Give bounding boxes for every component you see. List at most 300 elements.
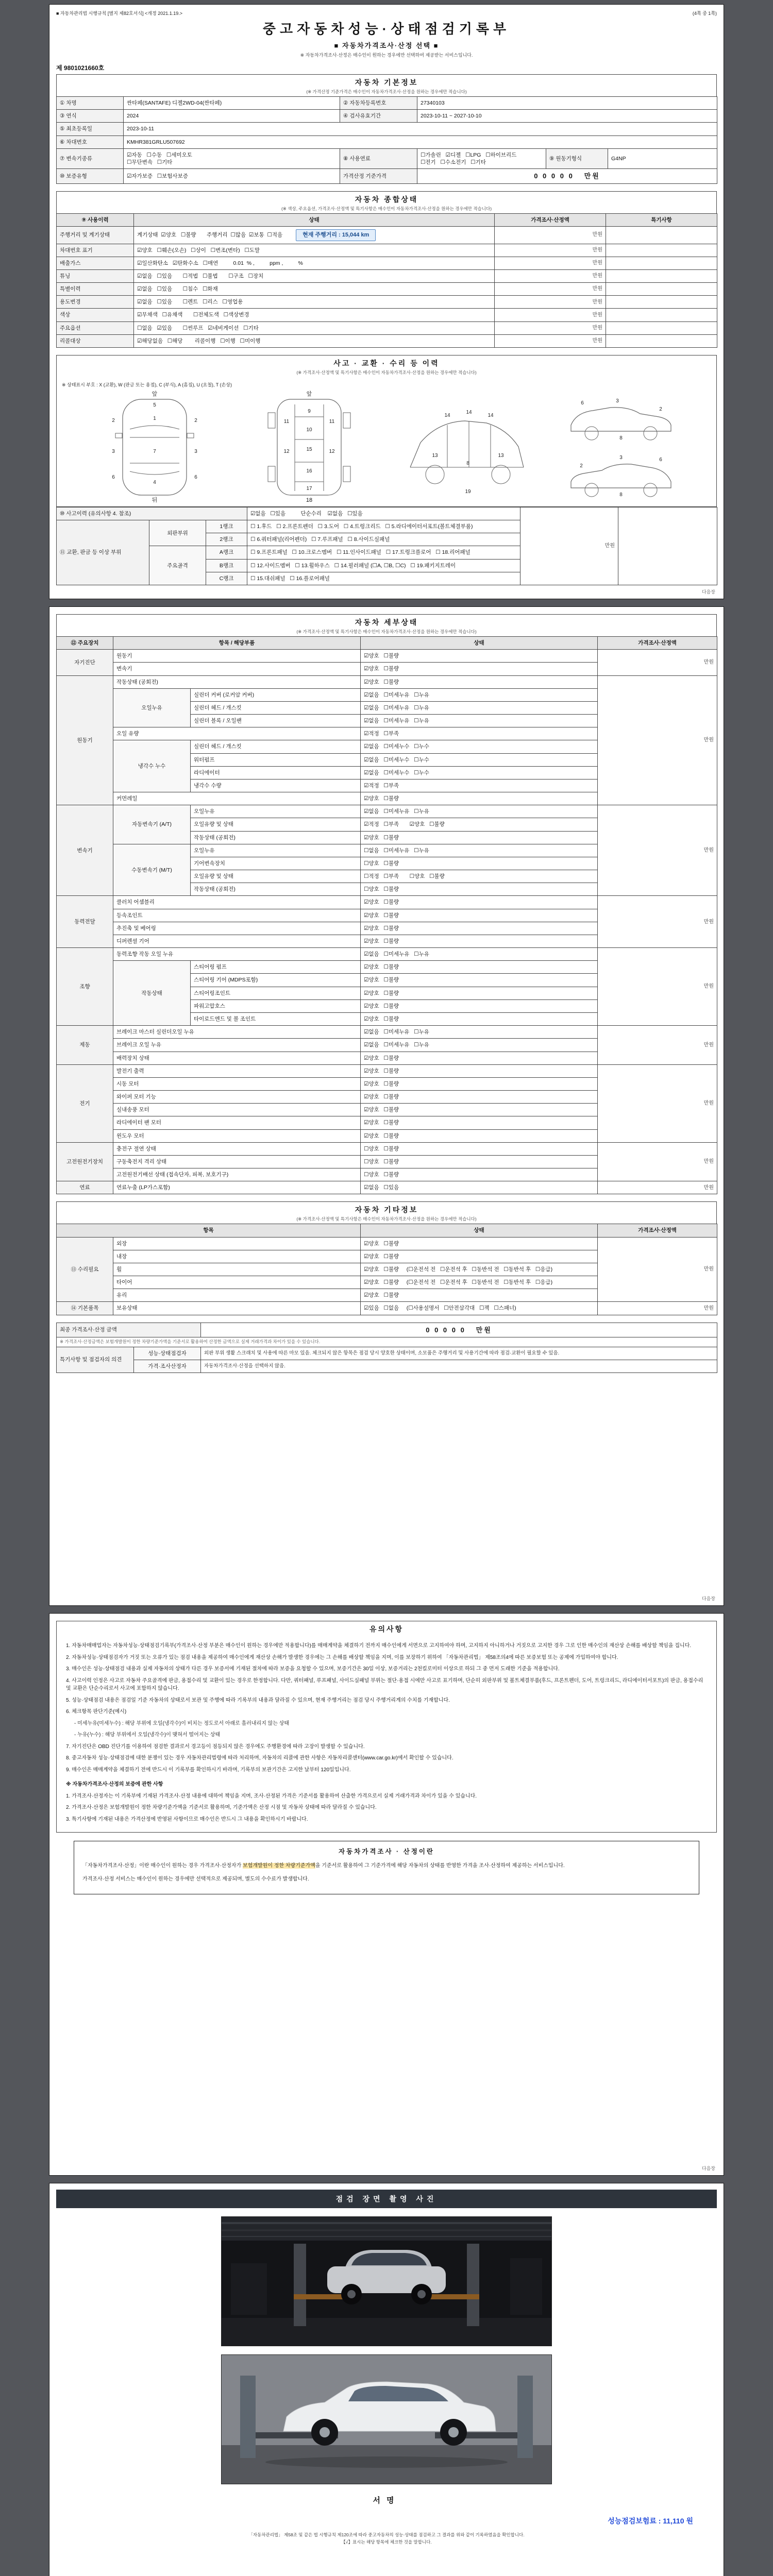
remarks-cell [606, 334, 717, 347]
group-label: 연료 [57, 1181, 113, 1194]
note-text: ※ 가격조사·산정금액은 보험개발원이 정한 차량기준가액을 기준서로 활용하여 산정한 금액으로 실제 거래가격과 차이가 있을 수 있습니다. [57, 1337, 717, 1347]
column-header: 가격조사·산정액 [495, 213, 606, 226]
checkbox-group[interactable]: ☑양호 ☐불량 [361, 999, 598, 1012]
svg-text:6: 6 [194, 474, 197, 480]
group-label: 전기 [57, 1064, 113, 1142]
pricing-definition-box [74, 1841, 699, 1894]
section-accident-header [56, 355, 717, 377]
section-title: 자동차 기타정보 [355, 1206, 418, 1214]
svg-text:2: 2 [112, 417, 115, 423]
item-label: 오일유량 및 상태 [191, 818, 361, 831]
svg-text:2: 2 [659, 406, 662, 412]
row-sublabel: A랭크 [206, 546, 247, 559]
item-label: 오일누유 [191, 844, 361, 857]
group-label: ⑭ 기본품목 [57, 1302, 113, 1315]
svg-text:9: 9 [308, 408, 311, 414]
checkbox-group[interactable]: ☑양호 ☐훼손(오손) ☐상이 ☐변조(변타) ☐도말 [134, 244, 495, 257]
item-label: 오일 유량 [113, 727, 361, 740]
section-title: 유의사항 [369, 1625, 404, 1633]
checkbox-group[interactable]: ☑있음 ☐없음 (☐사용설명서 ☐안전삼각대 ☐잭 ☐스패너) [361, 1302, 598, 1315]
item-label: 실린더 헤드 / 개스킷 [191, 740, 361, 753]
price-cell: 만원 [495, 321, 606, 334]
row-label: 주요옵션 [57, 321, 134, 334]
item-label: 고전원전기배선 상태 (접속단자, 피복, 보호기구) [113, 1168, 361, 1181]
form-reference: ■ 자동차관리법 시행규칙 [별지 제82호서식] <개정 2021.1.19.> [56, 11, 182, 16]
item-label: 유리 [113, 1289, 361, 1302]
item-label: 라디에이터 [191, 766, 361, 779]
price-cell: 만원 [598, 1237, 717, 1302]
price-cell: 만원 [598, 805, 717, 896]
row-label: ④ 검사유효기간 [340, 110, 417, 123]
row-label: ③ 연식 [57, 110, 124, 123]
row-sublabel: 외판부위 [149, 520, 206, 546]
svg-text:11: 11 [329, 418, 335, 425]
checkbox-group[interactable]: ☑양호 ☐불량 [361, 922, 598, 935]
item-label: 커먼레일 [113, 792, 361, 805]
column-header: 상태 [361, 1224, 598, 1237]
cell: 2024 [124, 110, 340, 123]
row-sublabel: 성능·상태점검자 [134, 1347, 201, 1360]
price-cell: 만원 [495, 226, 606, 244]
final-price-value: 0 0 0 0 0 만원 [201, 1323, 717, 1337]
cell: 2023-10-11 [124, 123, 717, 135]
checkbox-group[interactable]: ☑적정 ☐부족 ☑양호 ☐불량 [361, 818, 598, 831]
svg-text:13: 13 [432, 452, 438, 459]
pricing-box-text: 을 기준서로 활용하여 그 기준가격에 해당 자동차의 상태를 반영한 가격을 조사·산정하여 제공하는 서비스입니다. [315, 1863, 565, 1869]
row-sublabel: 2랭크 [206, 533, 247, 546]
svg-text:14: 14 [444, 412, 450, 418]
page-2 [49, 606, 724, 1606]
checkbox-group[interactable]: ☑양호 ☐불량 [361, 1052, 598, 1064]
notice-item: 1. 자동차매매업자는 자동차성능·상태점검기록부(가격조사·산정 부분은 매수인이 원하는 경우에만 적용합니다)를 매매계약을 체결하기 전까지 매수인에게 서면으로 고지하여야 하며, 고지하지 아니하거나 거짓으로 고지한 경우 그로 인한 매수인의 재산상 손해를 배상할 책임을 집니다. [66, 1643, 692, 1649]
inspection-insurance-fee: 성능점검보험료 : 11,110 원 [608, 2517, 693, 2525]
row-sublabel: 가격·조사산정자 [134, 1360, 201, 1372]
row-label: 특기사항 및 점검자의 의견 [57, 1347, 134, 1373]
svg-text:3: 3 [619, 454, 623, 461]
item-label: 윈도우 모터 [113, 1129, 361, 1142]
svg-text:8: 8 [619, 492, 623, 498]
column-header: ⑨ 사용이력 [57, 213, 134, 226]
item-label: 와이퍼 모터 기능 [113, 1091, 361, 1104]
checkbox-group[interactable]: ☑양호 ☐불량 [361, 1077, 598, 1090]
notice-item: 8. 중고자동차 성능·상태점검에 대한 분쟁이 있는 경우 자동차관리법령에 따라 처리하며, 자동차의 리콜에 관한 사항은 자동차리콜센터(www.car.go.kr)에서 확인할 수 있습니다. [66, 1755, 453, 1761]
checkbox-group[interactable]: ☑없음 ☐미세누유 ☐누유 [361, 701, 598, 714]
footer-notes [56, 2531, 717, 2546]
item-label: 실내송풍 모터 [113, 1104, 361, 1116]
item-label: 라디에이터 팬 모터 [113, 1116, 361, 1129]
item-label: 휠 [113, 1263, 361, 1276]
column-header: ⑫ 주요장치 [57, 637, 113, 650]
svg-text:17: 17 [306, 485, 312, 492]
group-label: 조향 [57, 948, 113, 1026]
checkbox-group[interactable]: ☐적정 ☐부족 ☐양호 ☐불량 [361, 870, 598, 883]
checkbox-group[interactable]: ☑양호 ☐불량 [361, 675, 598, 688]
item-label: 배력장치 상태 [113, 1052, 361, 1064]
basic-info-table [56, 96, 717, 184]
item-label: 워터펌프 [191, 753, 361, 766]
column-header: 항목 [57, 1224, 361, 1237]
checkbox-group[interactable]: ☑양호 ☐불량 [361, 1289, 598, 1302]
svg-text:14: 14 [488, 412, 494, 418]
column-header: 상태 [361, 637, 598, 650]
item-label: 오일유량 및 상태 [191, 870, 361, 883]
group-label: 고전원전기장치 [57, 1142, 113, 1181]
price-cell: 만원 [495, 334, 606, 347]
checkbox-group[interactable]: ☐ 9.프론트패널 ☐ 10.크로스멤버 ☐ 11.인사이드패널 ☐ 17.트렁크플로어 ☐ 18.리어패널 [247, 546, 520, 559]
item-label: 원동기 [113, 650, 361, 663]
item-label: 타이로드엔드 및 볼 조인트 [191, 1012, 361, 1025]
column-header: 가격조사·산정액 [598, 637, 717, 650]
checkbox-group[interactable]: ☑양호 ☐불량 [361, 1116, 598, 1129]
svg-text:12: 12 [283, 448, 290, 454]
notice-item: 4. 사고이력 인정은 사고로 자동차 주요골격에 판금, 용접수리 및 교환이 있는 경우로 한정합니다. 다만, 쿼터패널, 루프패널, 사이드실패널 부위는 절단·용접 시에만 사고로 표기하며, 단순히 외판부위 및 볼트체결부품(후드, 프론트펜더, 도어, 트렁크리드, 라디에이터서포트)의 판금, 용접수리 및 교환은 단순수리로서 사고에 포함하지 않습니다. [66, 1677, 703, 1691]
checkbox-group[interactable]: ☑양호 ☐불량 [361, 1064, 598, 1077]
item-label: 시동 모터 [113, 1077, 361, 1090]
checkbox-group[interactable]: ☑양호 ☐불량 [361, 909, 598, 922]
group-label: 자기진단 [57, 650, 113, 675]
svg-text:3: 3 [616, 398, 619, 404]
section-detail-header [56, 614, 717, 636]
svg-text:11: 11 [283, 418, 290, 425]
cell: 27340103 [417, 97, 717, 110]
row-sublabel: 1랭크 [206, 520, 247, 533]
price-cell: 만원 [520, 507, 618, 585]
notice-item: 2. 자동차성능·상태점검자가 거짓 또는 오류가 있는 점검 내용을 제공하여 매수인에게 재산상 손해가 발생한 경우에는 그 손해를 배상할 책임을 지며, 이를 보장하기 위하여 「자동차관리법」 제58조의4에 따른 보증보험 또는 공제에 가입하여야 합니다. [66, 1654, 618, 1660]
row-label: 색상 [57, 309, 134, 321]
row-label: 배출가스 [57, 257, 134, 269]
car-diagram-top-view [93, 390, 216, 503]
car-diagram-underbody-view [247, 390, 371, 503]
price-cell: 만원 [495, 257, 606, 269]
document-title: 중고자동차성능·상태점검기록부 [262, 21, 511, 37]
section-title: 자동차 종합상태 [355, 195, 418, 204]
item-label: 스티어링조인트 [191, 987, 361, 999]
checkbox-group[interactable]: ☑양호 ☐불량 [361, 1012, 598, 1025]
group-label: 제동 [57, 1026, 113, 1065]
next-page-marker: 다음장 [701, 2166, 715, 2171]
price-cell: 만원 [598, 1181, 717, 1194]
checkbox-group[interactable]: ☐ 1.후드 ☐ 2.프론트펜더 ☐ 3.도어 ☐ 4.트렁크리드 ☐ 5.라디에이터서포트(볼트체결부품) [247, 520, 520, 533]
svg-text:2: 2 [194, 417, 197, 423]
svg-text:2: 2 [580, 463, 583, 469]
group-label: ⑬ 수리필요 [57, 1237, 113, 1302]
price-cell: 만원 [598, 1142, 717, 1181]
section-note: (※ 색상, 주요옵션, 가격조사·산정액 및 특기사항은 매수인이 자동차가격조사·산정을 원하는 경우에만 적습니다) [281, 206, 492, 211]
checkbox-group[interactable]: ☑없음 ☐미세누유 ☐누유 [361, 1026, 598, 1039]
checkbox-group[interactable]: ☑없음 ☐미세누유 ☐누유 [361, 1039, 598, 1052]
checkbox-group[interactable]: ☑양호 ☐불량 [361, 896, 598, 909]
notice-item: 1. 가격조사·산정자는 이 기록부에 기재된 가격조사·산정 내용에 대하여 책임을 지며, 조사·산정된 가격은 기준서를 활용하여 산출한 가격으로서 실제 거래가격과 차이가 있을 수 있습니다. [66, 1793, 477, 1799]
row-sublabel: 수동변속기 (M/T) [113, 844, 191, 896]
car-diagram-row [62, 390, 711, 503]
group-label: 원동기 [57, 675, 113, 805]
price-cell: 만원 [598, 650, 717, 675]
item-label: 파워고압호스 [191, 999, 361, 1012]
damage-code-legend: ※ 상태표시 부호 : X (교환), W (판금 또는 용접), C (부식), A (흠집), U (요철), T (손상) [62, 382, 232, 387]
inspector-comment: 자동차가격조사·산정을 선택하지 않음. [201, 1360, 717, 1372]
notice-item: 7. 자기진단은 OBD 진단기를 이용하여 점검한 결과로서 경고등이 점등되지 않은 경우에도 주행환경에 따라 고장이 발생할 수 있습니다. [66, 1743, 365, 1750]
remarks-cell [606, 226, 717, 244]
row-label: ⑧ 사용연료 [340, 148, 417, 168]
checkbox-group[interactable]: ☐ 12.사이드멤버 ☐ 13.휠하우스 ☐ 14.필러패널 (☐A, ☐B, ☐C) ☐ 19.패키지트레이 [247, 559, 520, 572]
item-label: 실린더 커버 (로커암 커버) [191, 688, 361, 701]
row-sublabel: C랭크 [206, 572, 247, 585]
row-label: ② 자동차등록번호 [340, 97, 417, 110]
row-sublabel: 주요골격 [149, 546, 206, 585]
svg-text:5: 5 [153, 402, 156, 408]
price-cell: 만원 [598, 1064, 717, 1142]
item-label: 스티어링 기어 (MDPS포함) [191, 974, 361, 987]
notice-item: 5. 성능·상태점검 내용은 점검일 기준 자동차의 상태로서 보관 및 주행에 따라 기록부의 내용과 달라질 수 있으며, 현재 주행거리는 점검 당시 주행거리계의 수치를 기재합니다. [66, 1697, 450, 1703]
checkbox-group[interactable]: ☑없음 ☐있음 단순수리 ☑없음 ☐있음 [247, 507, 520, 520]
checkbox-group[interactable]: ☑없음 ☐미세누유 ☐누유 [361, 715, 598, 727]
cell: G4NP [608, 148, 717, 168]
inspection-photo-2 [221, 2354, 552, 2484]
row-label: ⑪ 교환, 판금 등 이상 부위 [57, 520, 149, 585]
checkbox-group[interactable]: ☑적정 ☐부족 [361, 727, 598, 740]
final-price-table [56, 1323, 717, 1374]
remarks-cell [618, 507, 717, 585]
item-label: 냉각수 수량 [191, 779, 361, 792]
inspector-comment: 외판 부위 생활 스크래치 및 사용에 따른 마모 있음. 체크되지 않은 항목은 점검 당시 양호한 상태이며, 소모품은 주행거리 및 사용기간에 따라 점검·교환이 필요할 수 있음. [201, 1347, 717, 1360]
checkbox-group[interactable]: ☑양호 ☐불량 [361, 935, 598, 947]
other-info-table [56, 1224, 717, 1315]
notice-item: 3. 매수인은 성능·상태점검 내용과 실제 자동차의 상태가 다른 경우 보증서에 기재된 절차에 따라 보증을 요청할 수 있으며, 보증기간은 30일 이상, 보증거리는 2천킬로미터 이상으로 하되 그 중 먼저 도래한 기준을 적용합니다. [66, 1666, 560, 1672]
notice-subheading: ※ 자동차가격조사·산정의 보증에 관한 사항 [66, 1782, 163, 1787]
photo-section-header: 점검 장면 촬영 사진 [56, 2190, 717, 2208]
checkbox-group[interactable]: ☐양호 ☐불량 [361, 883, 598, 896]
checkbox-group[interactable]: ☑없음 ☐미세누수 ☐누수 [361, 766, 598, 779]
item-label: 구동축전지 격리 상태 [113, 1155, 361, 1168]
checkbox-group[interactable]: ☑양호 ☐불량 [361, 650, 598, 663]
checkbox-group[interactable]: ☑없음 ☐있음 [361, 1181, 598, 1194]
remarks-cell [606, 244, 717, 257]
notice-item: 2. 가격조사·산정은 보험개발원이 정한 차량기준가액을 기준서로 활용하며, 기준가액은 산정 시점 및 자동차 상태에 따라 달라질 수 있습니다. [66, 1805, 377, 1810]
checkbox-group[interactable]: ☑양호 ☐불량 [361, 1091, 598, 1104]
item-label: 기어변속장치 [191, 857, 361, 870]
remarks-cell [606, 296, 717, 309]
checkbox-group[interactable]: ☑없음 ☐있음 ☐렌트 ☐리스 ☐영업용 [134, 296, 495, 309]
car-diagram-side-views [562, 390, 680, 503]
notices-body [56, 1636, 717, 1833]
checkbox-group[interactable]: ☑없음 ☐미세누유 ☐누유 [361, 805, 598, 818]
checkbox-group[interactable]: ☑양호 ☐불량 [361, 987, 598, 999]
svg-text:18: 18 [306, 497, 313, 503]
price-cell: 만원 [598, 948, 717, 1026]
item-label: 외장 [113, 1237, 361, 1250]
checkbox-group[interactable]: ☐양호 ☐불량 [361, 1168, 598, 1181]
checkbox-group[interactable]: ☑자동 ☐수동 ☐세미오토 ☐무단변속 ☐기타 [124, 148, 340, 168]
item-label: 작동상태 (공회전) [191, 831, 361, 844]
checkbox-group[interactable]: ☑일산화탄소 ☑탄화수소 ☐매연 0.01 % , ppm , % [134, 257, 495, 269]
next-page-marker: 다음장 [701, 1596, 715, 1601]
svg-text:1: 1 [153, 415, 156, 421]
svg-text:뒤: 뒤 [152, 497, 158, 503]
item-label: 발전기 출력 [113, 1064, 361, 1077]
checkbox-group[interactable]: ☐ 6.쿼터패널(리어펜더) ☐ 7.루프패널 ☐ 8.사이드실패널 [247, 533, 520, 546]
svg-text:13: 13 [498, 452, 504, 459]
remarks-cell [606, 269, 717, 282]
item-label: 스티어링 펌프 [191, 961, 361, 974]
checkbox-group[interactable]: ☑양호 ☐불량 [361, 1129, 598, 1142]
notice-item: 9. 매수인은 매매계약을 체결하기 전에 반드시 이 기록부를 확인하시기 바라며, 기록부의 보관기간은 고지한 날부터 120일입니다. [66, 1767, 351, 1773]
section-other-header [56, 1201, 717, 1224]
item-label: 보유상태 [113, 1302, 361, 1315]
checkbox-group[interactable]: ☐양호 ☐불량 [361, 1142, 598, 1155]
checkbox-group[interactable]: ☑양호 ☐불량 [361, 1104, 598, 1116]
item-label: 실린더 블록 / 오일팬 [191, 715, 361, 727]
group-label: 동력전달 [57, 896, 113, 948]
section-note: (※ 가격조사·산정액 및 특기사항은 매수인이 자동차가격조사·산정을 원하는 경우에만 적습니다) [296, 369, 477, 375]
checkbox-group[interactable]: ☑없음 ☐있음 ☐적법 ☐불법 ☐구조 ☐장치 [134, 269, 495, 282]
column-header: 항목 / 해당부품 [113, 637, 361, 650]
signature-row[interactable] [56, 2495, 717, 2505]
price-cell: 만원 [598, 1026, 717, 1065]
checkbox-group[interactable]: ☑없음 ☐미세누수 ☐누수 [361, 740, 598, 753]
remarks-cell [606, 257, 717, 269]
checkbox-group[interactable]: ☑양호 ☐불량 [361, 974, 598, 987]
svg-text:14: 14 [466, 409, 472, 415]
item-label: 디퍼렌셜 기어 [113, 935, 361, 947]
notice-item: 3. 특기사항에 기재된 내용은 가격산정에 반영된 사항이므로 매수인은 반드시 그 내용을 확인하시기 바랍니다. [66, 1816, 308, 1822]
checkbox-group[interactable]: ☑적정 ☐부족 [361, 779, 598, 792]
row-label: ⑦ 변속기종류 [57, 148, 124, 168]
item-label: 실린더 헤드 / 개스킷 [191, 701, 361, 714]
checkbox-group[interactable]: ☐ 15.대쉬패널 ☐ 16.플로어패널 [247, 572, 520, 585]
price-cell: 만원 [598, 675, 717, 805]
svg-text:19: 19 [465, 488, 471, 495]
checkbox-group[interactable]: 계기상태 ☑양호 ☐불량 주행거리 ☐많음 ☑보통 ☐적음 현재 주행거리 : 15,044 km [134, 226, 495, 244]
svg-text:6: 6 [112, 474, 115, 480]
svg-text:8: 8 [619, 435, 623, 441]
footer-note-2: 【√】표시는 해당 항목에 체크한 것을 말합니다. [341, 2539, 432, 2545]
item-label: 변속기 [113, 663, 361, 675]
checkbox-group[interactable]: ☐없음 ☑있음 ☐썬루프 ☑네비게이션 ☐기타 [134, 321, 495, 334]
checkbox-group[interactable]: ☑양호 ☐불량 [361, 1237, 598, 1250]
checkbox-group[interactable]: ☑양호 ☐불량 [361, 961, 598, 974]
row-label: ⑥ 차대번호 [57, 135, 124, 148]
item-label: 타이어 [113, 1276, 361, 1289]
checkbox-group[interactable]: ☑없음 ☐미세누수 ☐누수 [361, 753, 598, 766]
signature-label: 서명 [373, 2496, 400, 2505]
document-note: ※ 자동차가격조사·산정은 매수인이 원하는 경우에만 선택하여 제공받는 서비스입니다. [300, 53, 473, 58]
checkbox-group[interactable]: ☑양호 ☐불량 (☐운전석 전 ☐운전석 후 ☐동반석 전 ☐동반석 후 ☐응급) [361, 1276, 598, 1289]
checkbox-group[interactable]: ☑양호 ☐불량 [361, 792, 598, 805]
price-cell: 만원 [598, 896, 717, 948]
svg-text:3: 3 [112, 448, 115, 454]
cell: KMHR381GRLU507692 [124, 135, 717, 148]
checkbox-group[interactable]: ☐없음 ☐미세누유 ☐누유 [361, 844, 598, 857]
row-label: 특별이력 [57, 283, 134, 296]
row-label: 주행거리 및 계기상태 [57, 226, 134, 244]
checkbox-group[interactable]: ☑양호 ☐불량 [361, 1250, 598, 1263]
pricing-box-title: 자동차가격조사 · 산정이란 [339, 1848, 434, 1855]
checkbox-group[interactable]: ☐양호 ☐불량 [361, 857, 598, 870]
row-label: ① 차명 [57, 97, 124, 110]
svg-text:8: 8 [466, 460, 469, 466]
remarks-cell [606, 321, 717, 334]
checkbox-group[interactable]: ☑해당없음 ☐해당 리콜이행 ☐이행 ☐미이행 [134, 334, 495, 347]
svg-text:7: 7 [153, 448, 156, 454]
row-sublabel: B랭크 [206, 559, 247, 572]
row-sublabel: 냉각수 누수 [113, 740, 191, 792]
row-label: 튜닝 [57, 269, 134, 282]
checkbox-group[interactable]: ☑없음 ☐있음 ☐침수 ☐화재 [134, 283, 495, 296]
row-label: 최종 가격조사·산정 금액 [57, 1323, 201, 1337]
row-sublabel: 자동변속기 (A/T) [113, 805, 191, 844]
row-label: 가격산정 기준가격 [340, 169, 417, 184]
row-label: 차대번호 표기 [57, 244, 134, 257]
row-label: ⑩ 사고이력 (유의사항 4. 참조) [57, 507, 247, 520]
checkbox-group[interactable]: ☑없음 ☐미세누유 ☐누유 [361, 688, 598, 701]
document-number: 제 9801021660호 [56, 64, 105, 72]
section-note: (※ 가격산정 기준가격은 매수인이 자동차가격조사·산정을 원하는 경우에만 적습니다) [306, 89, 467, 94]
svg-text:앞: 앞 [306, 391, 312, 397]
row-label: ⑩ 보증유형 [57, 169, 124, 184]
page-4 [49, 2183, 724, 2576]
checkbox-group[interactable]: ☑자가보증 ☐보험사보증 [124, 169, 340, 184]
item-label: 내장 [113, 1250, 361, 1263]
section-comprehensive-header [56, 191, 717, 213]
page-3 [49, 1613, 724, 2176]
svg-text:10: 10 [306, 427, 312, 433]
footer-note-1: 「자동차관리법」 제58조 및 같은 법 시행규칙 제120조에 따라 중고자동차의 성능·상태를 점검하고 그 결과를 위와 같이 기록하였음을 확인합니다. [248, 2532, 525, 2537]
row-label: ⑨ 원동기형식 [546, 148, 608, 168]
price-cell: 만원 [495, 283, 606, 296]
svg-text:6: 6 [581, 400, 584, 406]
section-basic-header [56, 74, 717, 96]
checkbox-group[interactable]: ☑양호 ☐불량 [361, 663, 598, 675]
item-label: 연료누출 (LP가스포함) [113, 1181, 361, 1194]
cell: 싼타페(SANTAFE) 디젤2WD-04(싼타페) [124, 97, 340, 110]
section-note: (※ 가격조사·산정액 및 특기사항은 매수인이 자동차가격조사·산정을 원하는 경우에만 적습니다) [296, 629, 477, 634]
item-label: 작동상태 (공회전) [113, 675, 361, 688]
checkbox-group[interactable]: ☑없음 ☐미세누유 ☐누유 [361, 948, 598, 961]
checkbox-group[interactable]: ☑양호 ☐불량 [361, 831, 598, 844]
column-header: 상태 [134, 213, 495, 226]
form-reference-row [56, 10, 717, 16]
checkbox-group[interactable]: ☑무채색 ☐유채색 ☐전체도색 ☐색상변경 [134, 309, 495, 321]
pricing-box-highlight: 보험개발원이 정한 차량기준가액 [243, 1863, 315, 1869]
section-note: (※ 가격조사·산정액 및 특기사항은 매수인이 자동차가격조사·산정을 원하는 경우에만 적습니다) [296, 1216, 477, 1222]
car-diagram-side-frame-view [402, 390, 531, 503]
checkbox-group[interactable]: ☐양호 ☐불량 [361, 1155, 598, 1168]
row-sublabel: 오일누유 [113, 688, 191, 727]
svg-text:12: 12 [329, 448, 335, 454]
price-cell: 만원 [495, 244, 606, 257]
svg-text:16: 16 [306, 468, 312, 474]
remarks-cell [606, 283, 717, 296]
svg-text:6: 6 [659, 456, 662, 463]
section-notices-header [56, 1621, 717, 1636]
svg-text:앞: 앞 [152, 391, 158, 397]
final-price-value: 0 0 0 0 0 만원 [417, 169, 717, 184]
item-label: 브레이크 오일 누유 [113, 1039, 361, 1052]
price-cell: 만원 [495, 309, 606, 321]
item-label: 클러치 어셈블리 [113, 896, 361, 909]
group-label: 변속기 [57, 805, 113, 896]
item-label: 충전구 절연 상태 [113, 1142, 361, 1155]
inspection-photo-1 [221, 2216, 552, 2346]
checkbox-group[interactable]: ☐가솔린 ☑디젤 ☐LPG ☐하이브리드 ☐전기 ☐수소전기 ☐기타 [417, 148, 546, 168]
remarks-cell [606, 309, 717, 321]
checkbox-group[interactable]: ☑양호 ☐불량 (☐운전석 전 ☐운전석 후 ☐동반석 전 ☐동반석 후 ☐응급) [361, 1263, 598, 1276]
price-cell: 만원 [495, 269, 606, 282]
svg-text:4: 4 [153, 479, 156, 485]
pricing-box-text: 「자동차가격조사·산정」이란 매수인이 원하는 경우 가격조사·산정자가 [82, 1863, 243, 1869]
cell: 2023-10-11 ~ 2027-10-10 [417, 110, 717, 123]
page-1 [49, 4, 724, 599]
